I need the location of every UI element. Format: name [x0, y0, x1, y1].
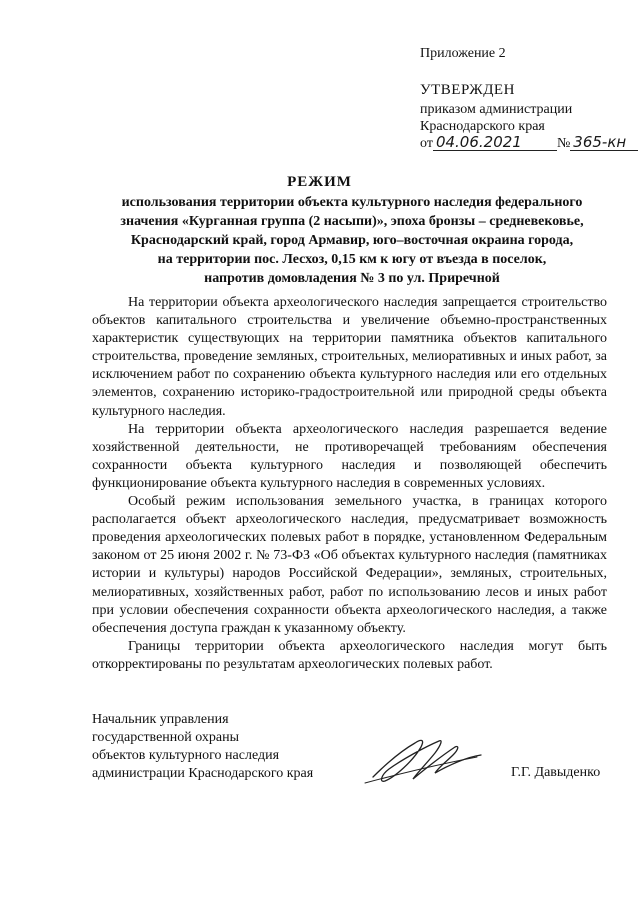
document-body [92, 294, 607, 674]
document-subtitle [92, 193, 612, 288]
body-paragraph: На территории объекта археологического наследия разрешается ведение хозяйственной деятельности, не противоречащей требованиям обеспечения сохранности объекта культурного наследия и позволяющей обеспечить функционирование объекта культурного наследия в современных условиях. [92, 421, 607, 491]
signatory-position [92, 711, 313, 783]
body-paragraph: На территории объекта археологического наследия запрещается строительство объектов капитального строительства и увеличение объемно-пространственных характеристик существующих на территории памятника объектов капитального строительства, проведение земляных, строительных, мелиоративных и иных работ, за исключением работ по сохранению объекта культурного наследия или его отдельных элементов, сохранению историко-градостроительной или природной среды объекта культурного наследия. [92, 295, 607, 419]
approval-stamp [420, 82, 638, 152]
approval-date-line [420, 135, 638, 152]
handwritten-date: 04.06.2021 [433, 135, 557, 151]
date-prefix: от [420, 136, 433, 151]
position-line: объектов культурного наследия [92, 748, 280, 763]
approval-line-2: Краснодарского края [420, 119, 545, 134]
position-line: администрации Краснодарского края [92, 766, 314, 781]
subtitle-line: использования территории объекта культурного наследия федерального [121, 195, 583, 210]
handwritten-number: 365-кн [570, 135, 638, 151]
handwritten-signature [355, 725, 485, 790]
body-paragraph: Границы территории объекта археологического наследия могут быть откорректированы по результатам археологических полевых работ. [92, 638, 607, 672]
subtitle-line: на территории пос. Лесхоз, 0,15 км к югу от въезда в поселок, [157, 252, 547, 267]
signatory-name: Г.Г. Давыденко [511, 765, 601, 780]
subtitle-line: Краснодарский край, город Армавир, юго–восточная окраина города, [130, 233, 574, 248]
number-prefix: № [556, 136, 571, 151]
subtitle-line: напротив домовладения № 3 по ул. Приречной [204, 271, 500, 286]
approval-line-1: приказом администрации [420, 102, 573, 117]
subtitle-line: значения «Курганная группа (2 насыпи)», эпоха бронзы – средневековье, [120, 214, 584, 229]
approval-title: УТВЕРЖДЕН [420, 82, 515, 98]
position-line: государственной охраны [92, 730, 240, 745]
body-paragraph: Особый режим использования земельного участка, в границах которого располагается объект археологического наследия, предусматривает возможность проведения археологических полевых работ в порядке, установленном Федеральным законом от 25 июня 2002 г. № 73-ФЗ «Об объектах культурного наследия (памятниках истории и культуры) народов Российской Федерации», земляных, строительных, мелиоративных, хозяйственных работ, работ по использованию лесов и иных работ при условии обеспечения сохранности объекта археологического наследия, а также обеспечения доступа граждан к указанному объекту. [92, 494, 607, 636]
appendix-label: Приложение 2 [420, 46, 506, 61]
position-line: Начальник управления [92, 712, 229, 727]
document-title: РЕЖИМ [287, 174, 352, 190]
